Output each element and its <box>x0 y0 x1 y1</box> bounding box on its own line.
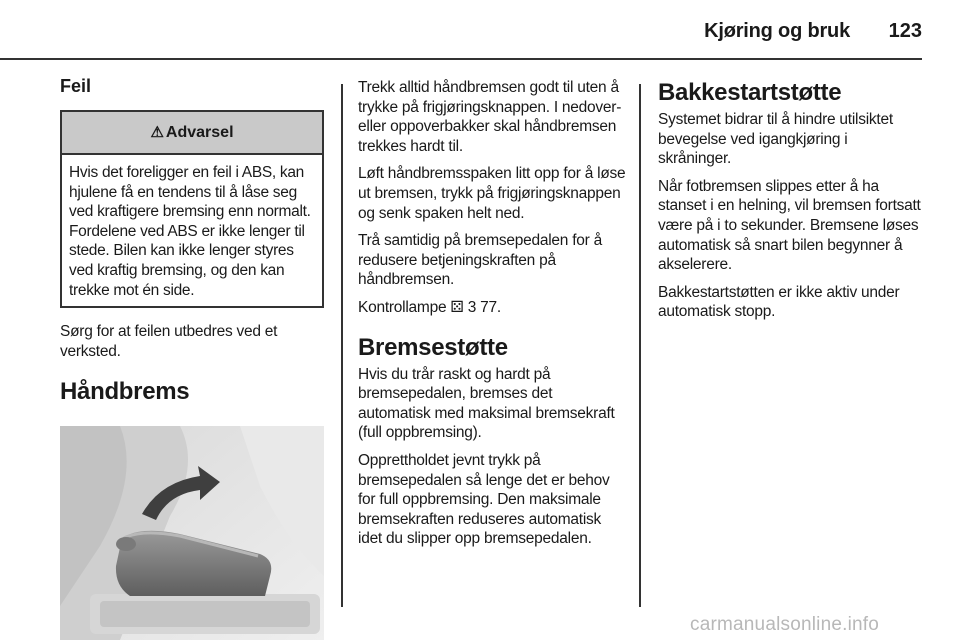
warning-body <box>62 155 322 306</box>
paragraph-hill-start-2: Når fotbremsen slippes etter å ha stanset i en helning, vil bremsen fortsatt være på i to sekunder. Bremsene løses automatisk så snart bilen begynner å akselerere. <box>658 177 921 274</box>
paragraph-press-brake: Trå samtidig på bremsepedalen for å redusere betjeningskraften på håndbremsen. <box>358 232 602 289</box>
column-3 <box>658 78 924 322</box>
indicator-prefix: Kontrollampe <box>358 298 447 316</box>
warning-box <box>60 110 324 308</box>
paragraph-hill-start-3: Bakkestartstøtten er ikke aktiv under automatisk stopp. <box>658 283 900 321</box>
section-heading-bakkestartstotte: Bakkestartstøtte <box>658 79 842 106</box>
watermark: carmanualsonline.info <box>690 614 880 635</box>
warning-label: Advarsel <box>165 124 234 141</box>
page-ref-arrow-icon: 3 <box>467 298 477 316</box>
warning-header <box>62 112 322 155</box>
header-rule <box>0 58 922 60</box>
handbrake-photo <box>60 426 324 640</box>
paragraph-workshop: Sørg for at feilen utbedres ved et verksted. <box>60 323 278 360</box>
column-divider-2 <box>639 84 641 607</box>
paragraph-hill-start-1: Systemet bidrar til å hindre utilsiktet bevegelse ved igangkjøring i skråninger. <box>658 111 893 168</box>
column-1 <box>60 74 324 640</box>
section-heading-handbrems: Håndbrems <box>60 378 190 406</box>
page-number: 123 <box>888 20 922 42</box>
page-header-title: Kjøring og bruk <box>704 20 850 42</box>
paragraph-pull-handbrake: Trekk alltid håndbremsen godt til uten å trykke på frigjøringsknappen. I nedover- eller oppoverbakker skal håndbremsen trekkes hardt til. <box>358 79 622 155</box>
paragraph-brake-assist-1: Hvis du trår raskt og hardt på bremsepedalen, bremses det automatisk med maksimal bremsekraft (full oppbremsing). <box>358 365 615 442</box>
indicator-page-ref: 77. <box>480 298 501 316</box>
brake-indicator-icon: ⚄ <box>450 298 464 316</box>
handbrake-illustration <box>60 426 324 640</box>
paragraph-release-handbrake: Løft håndbremsspaken litt opp for å løse ut bremsen, trykk på frigjøringsknappen og senk spaken helt ned. <box>358 165 626 222</box>
warning-triangle-icon: ⚠ <box>150 124 164 141</box>
indicator-line <box>358 298 628 318</box>
column-divider-1 <box>341 84 343 607</box>
section-heading-feil: Feil <box>60 76 92 96</box>
paragraph-brake-assist-2: Opprettholdet jevnt trykk på bremsepedalen så lenge det er behov for full oppbremsing. Den maksimale bremsekraften reduseres automatisk idet du slipper opp bremsepedalen. <box>358 451 610 548</box>
column-2 <box>358 78 628 549</box>
warning-text: Hvis det foreligger en feil i ABS, kan hjulene få en tendens til å låse seg ved kraftigere bremsing enn normalt. Fordelene ved ABS er ikke lenger til stede. Bilen kan ikke lenger styres ved kraftig bremsing, og den kan trekke mot én side. <box>69 164 311 299</box>
section-heading-bremsestotte: Bremsestøtte <box>358 333 508 361</box>
